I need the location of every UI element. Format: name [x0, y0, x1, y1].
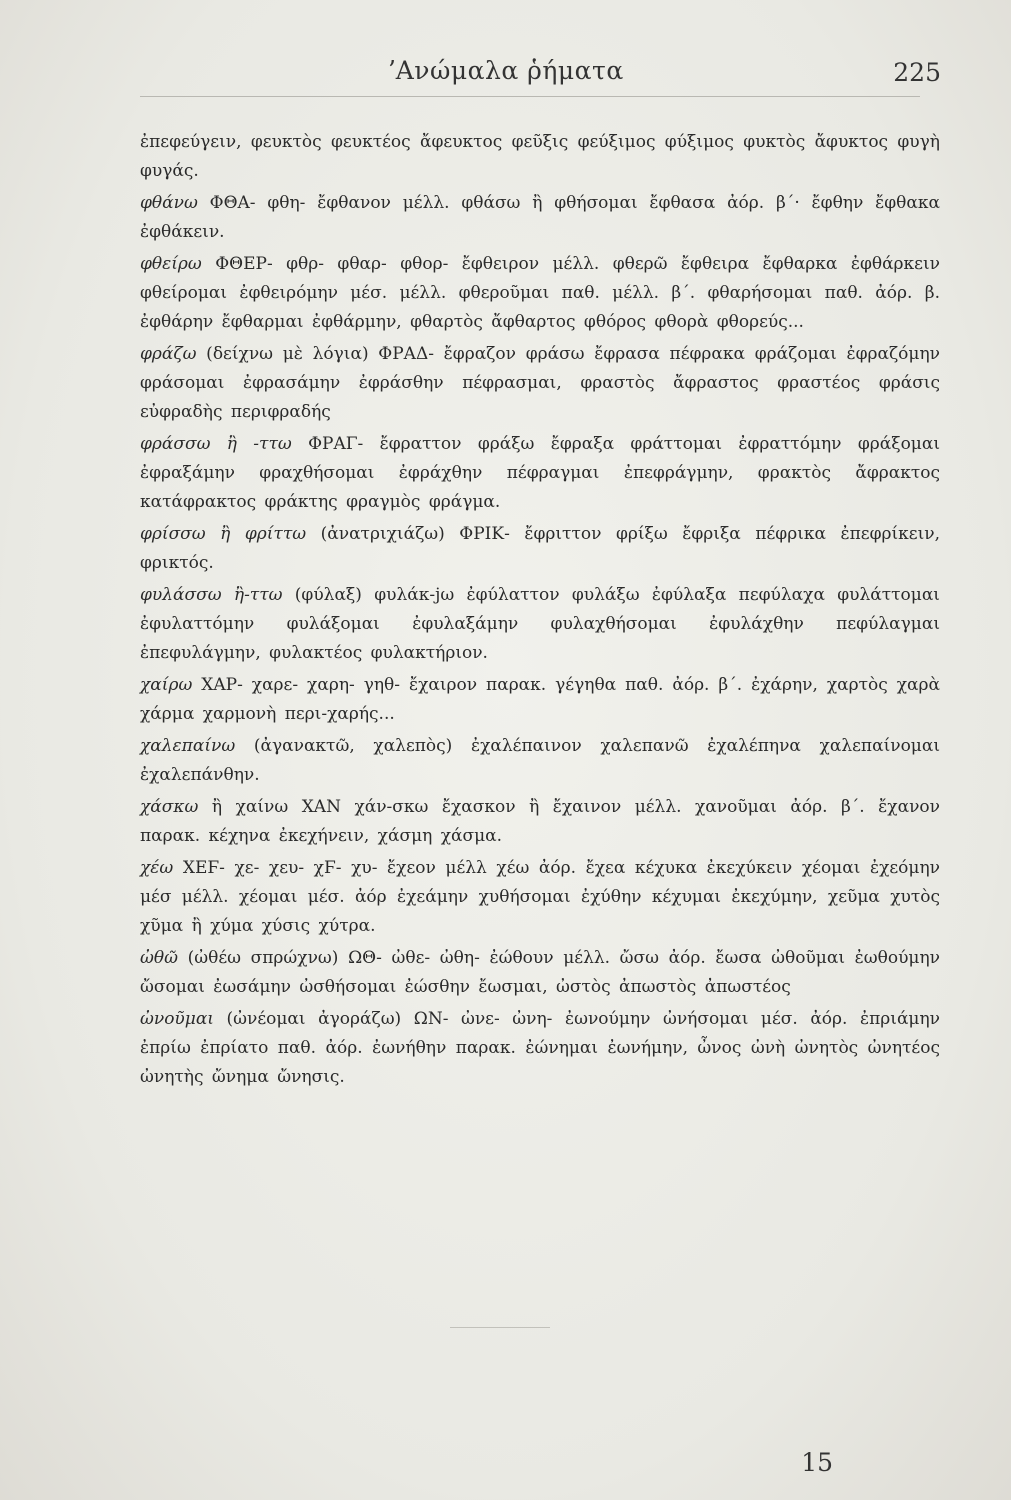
signature-number: 15: [801, 1448, 833, 1477]
entry-phylasso: φυλάσσω ἢ-ττω (φύλαξ) φυλάκ-jω ἐφύλαττον φυλάξω ἐφύλαξα πεφύλαχα φυλάττομαι ἐφυλαττόμην φυλάξομαι ἐφυλαξάμην φυλαχθήσομαι ἐφυλάχθην πεφύλαγμαι ἐπεφυλάγμην, φυλακτέος φυλακτήριον.: [140, 585, 940, 663]
entry-chasko: χάσκω ἢ χαίνω ΧΑΝ χάν-σκω ἔχασκον ἢ ἔχαινον μέλλ. χανοῦμαι ἀόρ. β΄. ἔχανον παρακ. κέχηνα ἐκεχήνειν, χάσμη χάσμα.: [140, 797, 940, 846]
entry-continuation: ἐπεφεύγειν, φευκτὸς φευκτέος ἄφευκτος φεῦξις φεύξιμος φύξιμος φυκτὸς ἄφυκτος φυγὴ φυγάς.: [140, 132, 940, 181]
entry-otho: ὠθῶ (ὠθέω σπρώχνω) ΩΘ- ὠθε- ὠθη- ἐώθουν μέλλ. ὤσω ἀόρ. ἔωσα ὠθοῦμαι ἐωθούμην ὤσομαι ἐωσάμην ὠσθήσομαι ἐώσθην ἔωσμαι, ὠστὸς ἀπωστὸς ἀπωστέος: [140, 948, 940, 997]
running-header-title: ʼΑνώμαλα ῥήματα: [387, 56, 624, 85]
header-rule: [140, 96, 920, 97]
entry-phrisso: φρίσσω ἢ φρίττω (ἀνατριχιάζω) ΦΡΙΚ- ἔφριττον φρίξω ἔφριξα πέφρικα ἐπεφρίκειν, φρικτός.: [140, 524, 940, 573]
entry-phthano: φθάνω ΦΘΑ- φθη- ἔφθανον μέλλ. φθάσω ἢ φθήσομαι ἔφθασα ἀόρ. β΄· ἔφθην ἔφθακα ἐφθάκειν.: [140, 193, 940, 242]
footer-rule: [450, 1327, 550, 1328]
entry-chalepaino: χαλεπαίνω (ἀγανακτῶ, χαλεπὸς) ἐχαλέπαινον χαλεπανῶ ἐχαλέπηνα χαλεπαίνομαι ἐχαλεπάνθην.: [140, 736, 940, 785]
page-header-number: 225: [893, 58, 941, 87]
entry-phrasso: φράσσω ἢ -ττω ΦΡΑΓ- ἔφραττον φράξω ἔφραξα φράττομαι ἐφραττόμην φράξομαι ἐφραξάμην φραχθήσομαι ἐφράχθην πέφραγμαι ἐπεφράγμην, φρακτὸς ἄφρακτος κατάφρακτος φράκτης φραγμὸς φράγμα.: [140, 434, 941, 512]
entry-onoumai: ὠνοῦμαι (ὠνέομαι ἀγοράζω) ΩΝ- ὠνε- ὠνη- ἐωνούμην ὠνήσομαι μέσ. ἀόρ. ἐπριάμην ἐπρίω ἐπρίατο παθ. ἀόρ. ἐωνήθην παρακ. ἐώνημαι ἐωνήμην, ὦνος ὠνὴ ὠνητὸς ὠνητέος ὠνητὴς ὤνημα ὤνησις.: [140, 1009, 940, 1087]
entry-phtheiro: φθείρω ΦΘΕΡ- φθρ- φθαρ- φθορ- ἔφθειρον μέλλ. φθερῶ ἔφθειρα ἔφθαρκα ἐφθάρκειν φθείρομαι ἐφθειρόμην μέσ. μέλλ. φθεροῦμαι παθ. μέλλ. β΄. φθαρήσομαι παθ. ἀόρ. β. ἐφθάρην ἔφθαρμαι ἐφθάρμην, φθαρτὸς ἄφθαρτος φθόρος φθορὰ φθορεύς...: [140, 254, 940, 332]
verb-list: [140, 128, 940, 1095]
entry-cheo: χέω ΧΕϜ- χε- χευ- χϜ- χυ- ἔχεον μέλλ χέω ἀόρ. ἔχεα κέχυκα ἐκεχύκειν χέομαι ἐχεόμην μέσ μέλλ. χέομαι μέσ. ἀόρ ἐχεάμην χυθήσομαι ἐχύθην κέχυμαι ἐκεχύμην, χεῦμα χυτὸς χῦμα ἢ χύμα χύσις χύτρα.: [140, 858, 940, 936]
entry-chairo: χαίρω ΧΑΡ- χαρε- χαρη- γηθ- ἔχαιρον παρακ. γέγηθα παθ. ἀόρ. β΄. ἐχάρην, χαρτὸς χαρὰ χάρμα χαρμονὴ περι-χαρής...: [140, 675, 940, 724]
entry-phrazo: φράζω (δείχνω μὲ λόγια) ΦΡΑΔ- ἔφραζον φράσω ἔφρασα πέφρακα φράζομαι ἐφραζόμην φράσομαι ἐφρασάμην ἐφράσθην πέφρασμαι, φραστὸς ἄφραστος φραστέος φράσις εὐφραδὴς περιφραδής: [140, 344, 940, 422]
